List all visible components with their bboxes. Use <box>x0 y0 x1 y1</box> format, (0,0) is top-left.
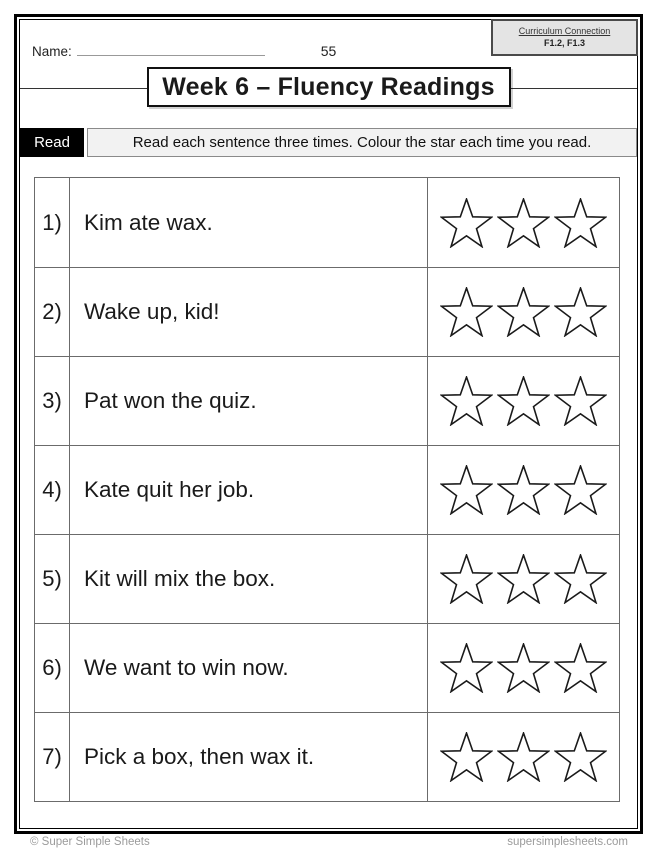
star-icon[interactable] <box>440 554 493 604</box>
row-stars <box>427 268 619 356</box>
row-number: 4) <box>42 477 62 502</box>
curriculum-connection-title: Curriculum Connection <box>518 26 611 36</box>
table-row <box>35 178 619 267</box>
table-row <box>35 712 619 801</box>
star-icon[interactable] <box>554 376 607 426</box>
row-sentence: Wake up, kid! <box>69 268 427 356</box>
row-stars <box>427 178 619 267</box>
row-number: 2) <box>42 299 62 324</box>
star-icon[interactable] <box>554 465 607 515</box>
row-sentence: We want to win now. <box>69 624 427 712</box>
table-row <box>35 534 619 623</box>
footer-website-link[interactable]: supersimplesheets.com <box>507 836 628 848</box>
star-icon[interactable] <box>497 287 550 337</box>
star-icon[interactable] <box>554 643 607 693</box>
star-icon[interactable] <box>440 643 493 693</box>
row-number: 6) <box>42 655 62 680</box>
worksheet-title: Week 6 – Fluency Readings <box>147 67 511 107</box>
read-badge: Read <box>20 128 84 157</box>
instruction-text: Read each sentence three times. Colour the star each time you read. <box>87 128 637 157</box>
star-icon[interactable] <box>497 198 550 248</box>
row-stars <box>427 624 619 712</box>
star-icon[interactable] <box>440 287 493 337</box>
table-row <box>35 356 619 445</box>
row-stars <box>427 713 619 801</box>
star-icon[interactable] <box>440 376 493 426</box>
footer <box>30 836 628 848</box>
star-icon[interactable] <box>554 732 607 782</box>
row-sentence: Kate quit her job. <box>69 446 427 534</box>
row-sentence: Kit will mix the box. <box>69 535 427 623</box>
page-border-outer <box>14 14 643 834</box>
name-label: Name: <box>32 44 72 59</box>
star-icon[interactable] <box>554 198 607 248</box>
star-icon[interactable] <box>554 554 607 604</box>
star-icon[interactable] <box>440 198 493 248</box>
table-row <box>35 445 619 534</box>
row-sentence: Pat won the quiz. <box>69 357 427 445</box>
row-stars <box>427 446 619 534</box>
row-sentence: Pick a box, then wax it. <box>69 713 427 801</box>
instruction-row <box>20 128 637 157</box>
row-sentence: Kim ate wax. <box>69 178 427 267</box>
table-row <box>35 267 619 356</box>
star-icon[interactable] <box>497 732 550 782</box>
curriculum-connection-codes: F1.2, F1.3 <box>543 38 586 49</box>
row-number: 5) <box>42 566 62 591</box>
row-stars <box>427 357 619 445</box>
page-number: 55 <box>320 43 337 59</box>
curriculum-connection-box <box>491 19 638 56</box>
star-icon[interactable] <box>497 465 550 515</box>
table-row <box>35 623 619 712</box>
star-icon[interactable] <box>440 465 493 515</box>
footer-copyright: © Super Simple Sheets <box>30 836 150 848</box>
star-icon[interactable] <box>497 376 550 426</box>
row-number: 7) <box>42 744 62 769</box>
row-number: 1) <box>42 209 62 235</box>
row-stars <box>427 535 619 623</box>
readings-table <box>34 177 620 802</box>
star-icon[interactable] <box>497 643 550 693</box>
star-icon[interactable] <box>554 287 607 337</box>
row-number: 3) <box>42 388 62 413</box>
page-border-inner <box>19 19 638 829</box>
star-icon[interactable] <box>440 732 493 782</box>
star-icon[interactable] <box>497 554 550 604</box>
